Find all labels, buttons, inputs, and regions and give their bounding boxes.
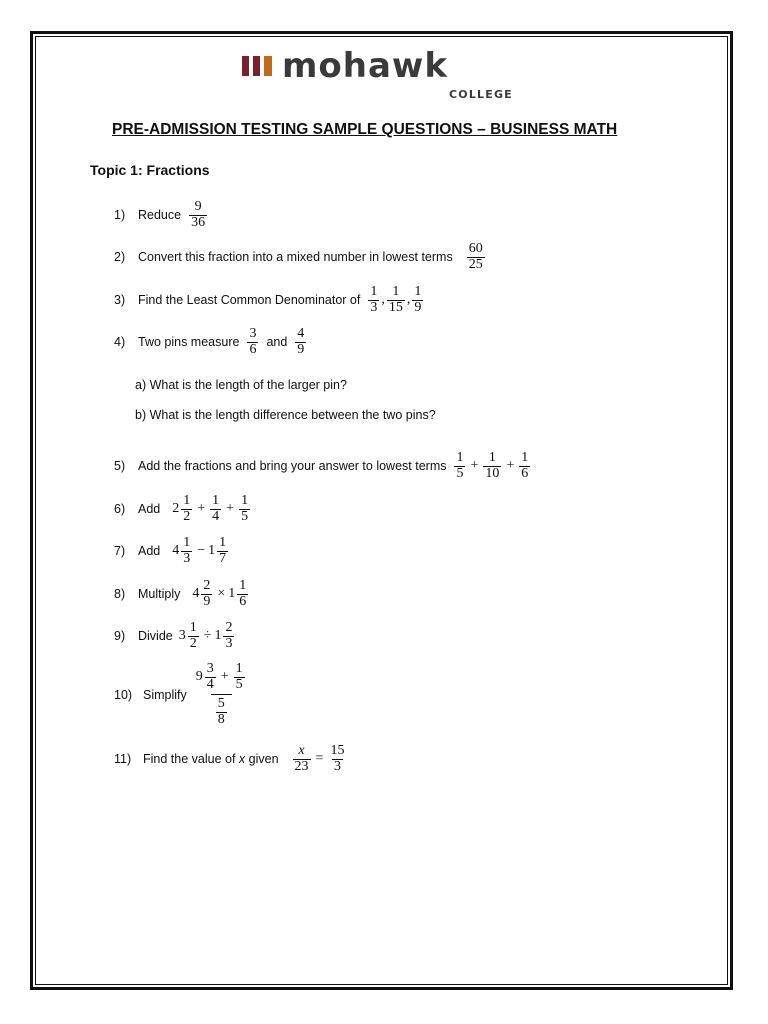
fraction: $\frac{5}{8}$ (217, 696, 225, 728)
fraction: $\frac{1}{5}$ (235, 661, 243, 692)
question-4 (114, 327, 308, 357)
question-text: given (248, 752, 279, 767)
fraction: $\frac{1}{5}$ (456, 450, 464, 481)
math-expression (293, 327, 308, 357)
question-text: Find the Least Common Denominator of (138, 293, 361, 308)
question-text: Add (138, 502, 161, 517)
fraction: $\frac{1}{2}$ (189, 620, 197, 651)
fraction: $\frac{1}{2}$ (183, 493, 191, 524)
question-text: Add (138, 544, 161, 559)
math-expression: 4 $\frac{1}{3}$ − 1 $\frac{1}{7}$ (172, 535, 227, 566)
fraction: $\frac{1}{4}$ (212, 493, 220, 524)
question-8 (114, 579, 250, 609)
question-number: 6) (114, 502, 126, 517)
question-5 (114, 451, 532, 481)
question-6 (114, 494, 252, 524)
math-expression (465, 242, 487, 272)
mohawk-college-logo (242, 46, 532, 104)
fraction: $\frac{4}{9}$ (297, 326, 305, 357)
math-expression: $\frac{1}{5}$ + $\frac{1}{10}$ + $\frac{1}{6}$ (456, 450, 529, 481)
question-number: 7) (114, 544, 126, 559)
logo-bars-icon (242, 56, 272, 76)
math-expression: 4 $\frac{2}{9}$ × 1 $\frac{1}{6}$ (192, 578, 247, 609)
fraction: $\frac{3}{4}$ (206, 661, 214, 692)
logo-wordmark: mohawk (282, 46, 448, 86)
variable: x (238, 752, 246, 767)
question-number: 11) (114, 752, 132, 767)
question-number: 3) (114, 293, 126, 308)
math-expression (245, 327, 260, 357)
math-expression: 3 $\frac{1}{2}$ ÷ 1 $\frac{2}{3}$ (178, 620, 233, 651)
question-2 (114, 242, 487, 272)
question-text: Convert this fraction into a mixed number in lowest terms (138, 250, 453, 265)
question-text: Add the fractions and bring your answer to lowest terms (138, 459, 447, 474)
math-expression (187, 200, 209, 230)
question-text: Two pins measure (138, 335, 240, 350)
fraction: $\frac{1}{6}$ (239, 578, 247, 609)
math-expression: $\frac{1}{3}$ , $\frac{1}{15}$ , $\frac{1}{9}$ (370, 284, 422, 315)
fraction: $\frac{3}{6}$ (249, 326, 257, 357)
question-number: 5) (114, 459, 126, 474)
fraction: $\frac{1}{5}$ (241, 493, 249, 524)
question-1 (114, 200, 209, 230)
fraction: $\frac{1}{3}$ (183, 535, 191, 566)
complex-fraction: 9 $\frac{3}{4}$ + $\frac{1}{5}$ $\frac{5}{8}$ (195, 661, 243, 728)
question-number: 1) (114, 208, 126, 223)
question-3 (114, 285, 425, 315)
question-text: Divide (138, 629, 173, 644)
question-4a: a) What is the length of the larger pin? (135, 378, 347, 392)
fraction: $\frac{x}{23}$ (294, 743, 309, 774)
math-expression (193, 662, 250, 728)
topic-heading: Topic 1: Fractions (90, 162, 210, 178)
question-text: Reduce (138, 208, 182, 223)
fraction: $\frac{1}{6}$ (521, 450, 529, 481)
fraction: $\frac{1}{3}$ (370, 284, 378, 315)
question-4b: b) What is the length difference between the two pins? (135, 408, 436, 422)
fraction: $\frac{1}{15}$ (388, 284, 403, 315)
fraction: $\frac{1}{10}$ (485, 450, 500, 481)
question-text: Simplify (143, 687, 187, 702)
question-text: Multiply (138, 587, 181, 602)
fraction: $\frac{1}{7}$ (219, 535, 227, 566)
question-number: 4) (114, 335, 126, 350)
question-text: and (266, 335, 288, 350)
question-11 (114, 744, 348, 774)
question-10 (114, 662, 250, 728)
fraction: $\frac{9}{36}$ (191, 199, 206, 230)
question-7 (114, 536, 230, 566)
logo-subtitle: COLLEGE (449, 88, 513, 101)
question-number: 10) (114, 687, 133, 702)
question-number: 8) (114, 587, 126, 602)
fraction: $\frac{15}{3}$ (330, 743, 345, 774)
fraction: $\frac{1}{9}$ (414, 284, 422, 315)
question-text: Find the value of (143, 752, 236, 767)
question-9 (114, 621, 236, 651)
fraction: $\frac{2}{9}$ (203, 578, 211, 609)
math-expression: $\frac{x}{23}$ = $\frac{15}{3}$ (294, 743, 345, 774)
question-number: 2) (114, 250, 126, 265)
math-expression: 2 $\frac{1}{2}$ + $\frac{1}{4}$ + $\frac{1}{5}$ (172, 493, 249, 524)
fraction: $\frac{2}{3}$ (225, 620, 233, 651)
question-number: 9) (114, 629, 126, 644)
fraction: $\frac{60}{25}$ (468, 241, 483, 272)
document-title: PRE-ADMISSION TESTING SAMPLE QUESTIONS – BUSINESS MATH (112, 121, 618, 138)
